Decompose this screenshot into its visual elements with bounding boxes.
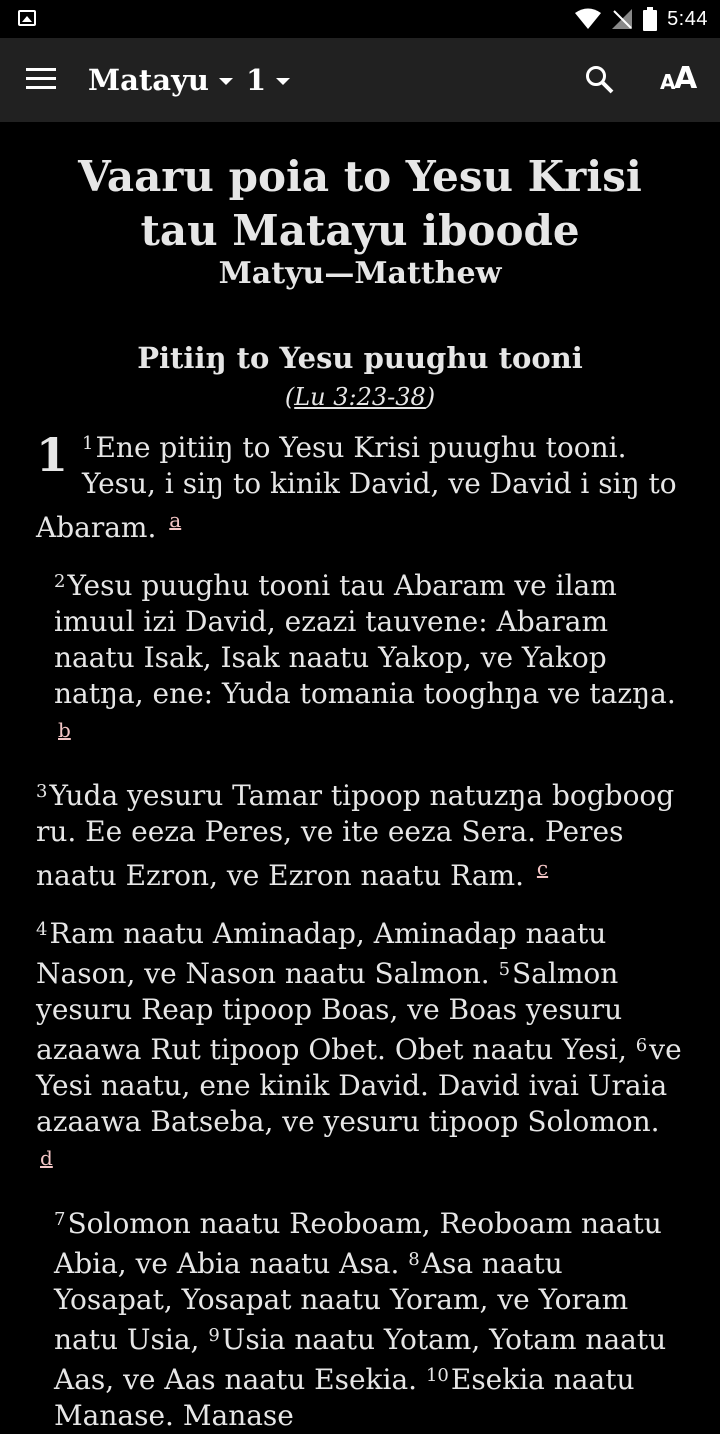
reader-content[interactable] <box>0 122 720 1432</box>
book-subtitle: Matyu—Matthew <box>218 256 502 291</box>
chapter-number-label: 1 <box>246 63 267 97</box>
chevron-down-icon <box>276 78 290 85</box>
verse-text: Yuda yesuru Tamar tipoop natuzŋa bogboog ru. Ee eeza Peres, ve ite eeza Sera. Peres naatu Ezron, ve Ezron naatu Ram. <box>36 779 675 892</box>
text-size-button[interactable]: A A <box>660 61 698 96</box>
verse-text: Usia naatu Yotam, Yotam naatu Aas, ve Aas naatu Esekia. <box>54 1323 667 1396</box>
cross-reference-link[interactable]: Lu 3:23-38 <box>294 383 426 411</box>
verse-text: Salmon yesuru Reap tipoop Boas, ve Boas yesuru azaawa Rut tipoop Obet. Obet naatu Yesi, <box>36 957 627 1066</box>
app-toolbar <box>0 38 720 122</box>
footnote-link[interactable]: b <box>58 718 71 742</box>
status-icons <box>575 6 708 32</box>
verse-number: 1 <box>82 433 94 454</box>
clock: 5:44 <box>667 7 708 30</box>
verse-number: 6 <box>635 1035 648 1056</box>
no-signal-icon <box>611 8 633 30</box>
image-notification-icon <box>18 10 36 26</box>
footnote-link[interactable]: c <box>536 856 549 880</box>
verse-text: Yesu puughu tooni tau Abaram ve ilam imuul izi David, ezazi tauvene: Abaram naatu Isak, Isak naatu Yakop, ve Yakop natŋa, ene: Yuda tomania tooghŋa ve tazŋa. <box>54 569 676 710</box>
verse-text: Solomon naatu Reoboam, Reoboam naatu Abia, ve Abia naatu Asa. <box>54 1207 662 1280</box>
chevron-down-icon <box>219 78 233 85</box>
verse-text: Ene pitiiŋ to Yesu Krisi puughu tooni. Yesu, i siŋ to kinik David, ve David i siŋ to Abaram. <box>36 431 677 544</box>
battery-icon <box>643 7 657 31</box>
font-size-icon: A <box>660 70 676 94</box>
paragraph-2 <box>36 564 684 756</box>
footnote-link[interactable]: d <box>40 1146 53 1170</box>
book-selector[interactable] <box>88 60 233 100</box>
hamburger-icon <box>26 68 56 71</box>
paragraph-5 <box>36 1202 684 1434</box>
verse-number: 4 <box>36 919 48 940</box>
paragraph-1 <box>36 426 684 546</box>
chapter-selector[interactable] <box>246 60 290 100</box>
verse-text: Ram naatu Aminadap, Aminadap naatu Nason, ve Nason naatu Salmon. <box>36 917 607 990</box>
book-title: Vaaru poia to Yesu Krisi tau Matayu iboode <box>78 152 642 255</box>
verse-text: Asa naatu Yosapat, Yosapat naatu Yoram, ve Yoram natu Usia, <box>54 1247 629 1356</box>
verse-number: 10 <box>425 1365 449 1386</box>
paragraph-3 <box>36 774 684 894</box>
verse-number: 3 <box>36 781 48 802</box>
status-bar <box>0 0 720 38</box>
footnote-link[interactable]: a <box>169 508 182 532</box>
verse-number: 2 <box>54 571 66 592</box>
search-button[interactable] <box>584 64 616 96</box>
verse-text: Esekia naatu Manase. Manase <box>54 1363 635 1432</box>
verse-text: ve Yesi naatu, ene kinik David. David ivai Uraia azaawa Batseba, ve yesuru tipoop Solomon. <box>36 1033 682 1138</box>
search-icon <box>584 64 616 96</box>
section-heading: Pitiiŋ to Yesu puughu tooni <box>137 341 583 375</box>
verse-number: 5 <box>498 959 511 980</box>
verse-number: 9 <box>208 1325 220 1346</box>
chapter-number: 1 <box>36 428 69 482</box>
book-name: Matayu <box>88 63 210 97</box>
paragraph-4 <box>36 912 684 1184</box>
menu-button[interactable] <box>26 66 56 92</box>
cross-reference: (Lu 3:23-38) <box>284 383 436 411</box>
verse-number: 8 <box>408 1249 420 1270</box>
verse-number: 7 <box>54 1209 66 1230</box>
wifi-icon <box>575 8 601 30</box>
